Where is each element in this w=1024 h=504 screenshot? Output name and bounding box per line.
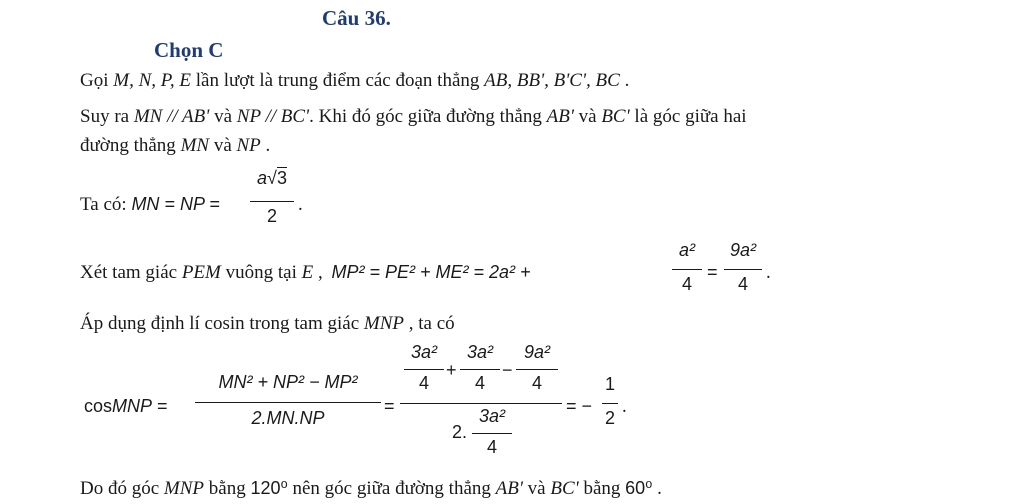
fraction-compound: [400, 340, 562, 466]
plus: +: [446, 360, 457, 380]
denominator-prefix: 2.: [452, 422, 468, 442]
math-parallel-1: MN // AB': [133, 106, 210, 127]
equals-minus: = −: [566, 396, 593, 416]
math-np: NP: [236, 135, 261, 156]
math-points: M, N, P, E: [113, 70, 192, 91]
equals: =: [157, 396, 168, 416]
text: Xét tam giác: [80, 262, 182, 283]
numerator: 3a²: [410, 342, 437, 362]
denominator: 4: [486, 437, 497, 457]
fraction-a2-over-4: [672, 240, 702, 300]
fraction-bar: [516, 369, 558, 370]
text: .: [622, 396, 627, 417]
angle: MNP: [112, 396, 153, 416]
sub-fraction-den: [472, 404, 512, 464]
math-mn: MN: [180, 135, 210, 156]
numerator: 3a²: [466, 342, 493, 362]
text: .: [619, 70, 630, 91]
text: Gọi: [80, 70, 114, 91]
numerator: [250, 168, 294, 189]
text: bằng: [578, 478, 626, 499]
text: .: [766, 262, 771, 283]
formula-mn-np: [80, 194, 220, 216]
sub-fraction-a: [404, 340, 444, 400]
denominator: 4: [474, 373, 485, 393]
math-parallel-2: NP // BC': [236, 106, 310, 127]
denominator: 2: [604, 408, 615, 428]
fraction-bar: [404, 369, 444, 370]
text: vuông tại: [220, 262, 302, 283]
text: .: [260, 135, 271, 156]
text: lần lượt là trung điểm các đoạn thẳng: [191, 70, 485, 91]
text: .: [298, 194, 303, 215]
num-a: a: [257, 168, 268, 188]
sub-fraction-c: [516, 340, 558, 400]
denominator: 4: [531, 373, 542, 393]
value-120: 120⁰: [250, 478, 288, 498]
text: Do đó góc: [80, 478, 164, 499]
sqrt-icon: √: [267, 168, 277, 188]
fraction-9a2-over-4: [724, 240, 762, 300]
numerator: 9a²: [729, 240, 756, 260]
sub-fraction-b: [460, 340, 500, 400]
answer-choice: Chọn C: [154, 38, 224, 62]
paragraph-cosine-rule: [80, 313, 455, 335]
equals: =: [707, 262, 718, 282]
paragraph-midpoints: [80, 70, 629, 92]
text: và: [573, 106, 602, 127]
text: và: [522, 478, 551, 499]
equals: =: [384, 396, 395, 416]
numerator: a²: [678, 240, 695, 260]
text: Ta có:: [80, 194, 132, 215]
math-line-1: AB': [495, 478, 523, 499]
minus: −: [502, 360, 513, 380]
numerator: 1: [604, 374, 615, 394]
text: và: [209, 135, 237, 156]
paragraph-conclusion: [80, 478, 662, 500]
paragraph-parallel: [80, 106, 747, 128]
math-mp-squared: MP² = PE² + ME² = 2a² +: [331, 262, 531, 282]
text: là góc giữa hai: [629, 106, 747, 127]
math-point: E: [301, 262, 314, 283]
text: .: [652, 478, 662, 499]
math-line-1: AB': [546, 106, 574, 127]
fraction-bar: [672, 269, 702, 270]
cos-label: [84, 396, 168, 417]
fraction-bar: [724, 269, 762, 270]
fraction-bar: [250, 201, 294, 202]
text: và: [209, 106, 237, 127]
text: bằng: [204, 478, 251, 499]
question-number: Câu 36.: [322, 6, 391, 30]
denominator: 4: [681, 274, 692, 294]
radicand: 3: [276, 168, 287, 188]
fraction-bar: [460, 369, 500, 370]
text: . Khi đó góc giữa đường thẳng: [309, 106, 547, 127]
numerator: 3a²: [478, 406, 505, 426]
text: ,: [313, 262, 323, 283]
denominator: 2: [266, 206, 277, 226]
numerator: 9a²: [523, 342, 550, 362]
math-triangle: MNP: [363, 313, 405, 334]
cos: cos: [84, 396, 113, 416]
math-line-2: BC': [550, 478, 579, 499]
fraction-bar: [472, 433, 512, 434]
numerator: MN² + NP² − MP²: [218, 372, 358, 392]
math-angle: MNP: [163, 478, 205, 499]
fraction-bar: [602, 403, 618, 404]
fraction-one-half: [602, 374, 618, 434]
denominator: 2.MN.NP: [251, 408, 325, 428]
paragraph-parallel-cont: [80, 135, 270, 157]
text: Suy ra: [80, 106, 134, 127]
text: , ta có: [404, 313, 455, 334]
text: Áp dụng định lí cosin trong tam giác: [80, 313, 364, 334]
math-line-2: BC': [601, 106, 630, 127]
math-triangle: PEM: [181, 262, 221, 283]
math-lhs: MN = NP =: [131, 194, 220, 214]
text: nên góc giữa đường thẳng: [287, 478, 496, 499]
paragraph-triangle-pem: [80, 262, 531, 284]
fraction-cosine-law: [195, 372, 381, 434]
denominator: 4: [737, 274, 748, 294]
fraction-bar: [195, 402, 381, 403]
fraction-a-sqrt3-over-2: [250, 166, 294, 236]
math-segments: AB, BB', B'C', BC: [484, 70, 620, 91]
denominator: 4: [418, 373, 429, 393]
text: đường thẳng: [80, 135, 181, 156]
value-60: 60⁰: [625, 478, 653, 498]
